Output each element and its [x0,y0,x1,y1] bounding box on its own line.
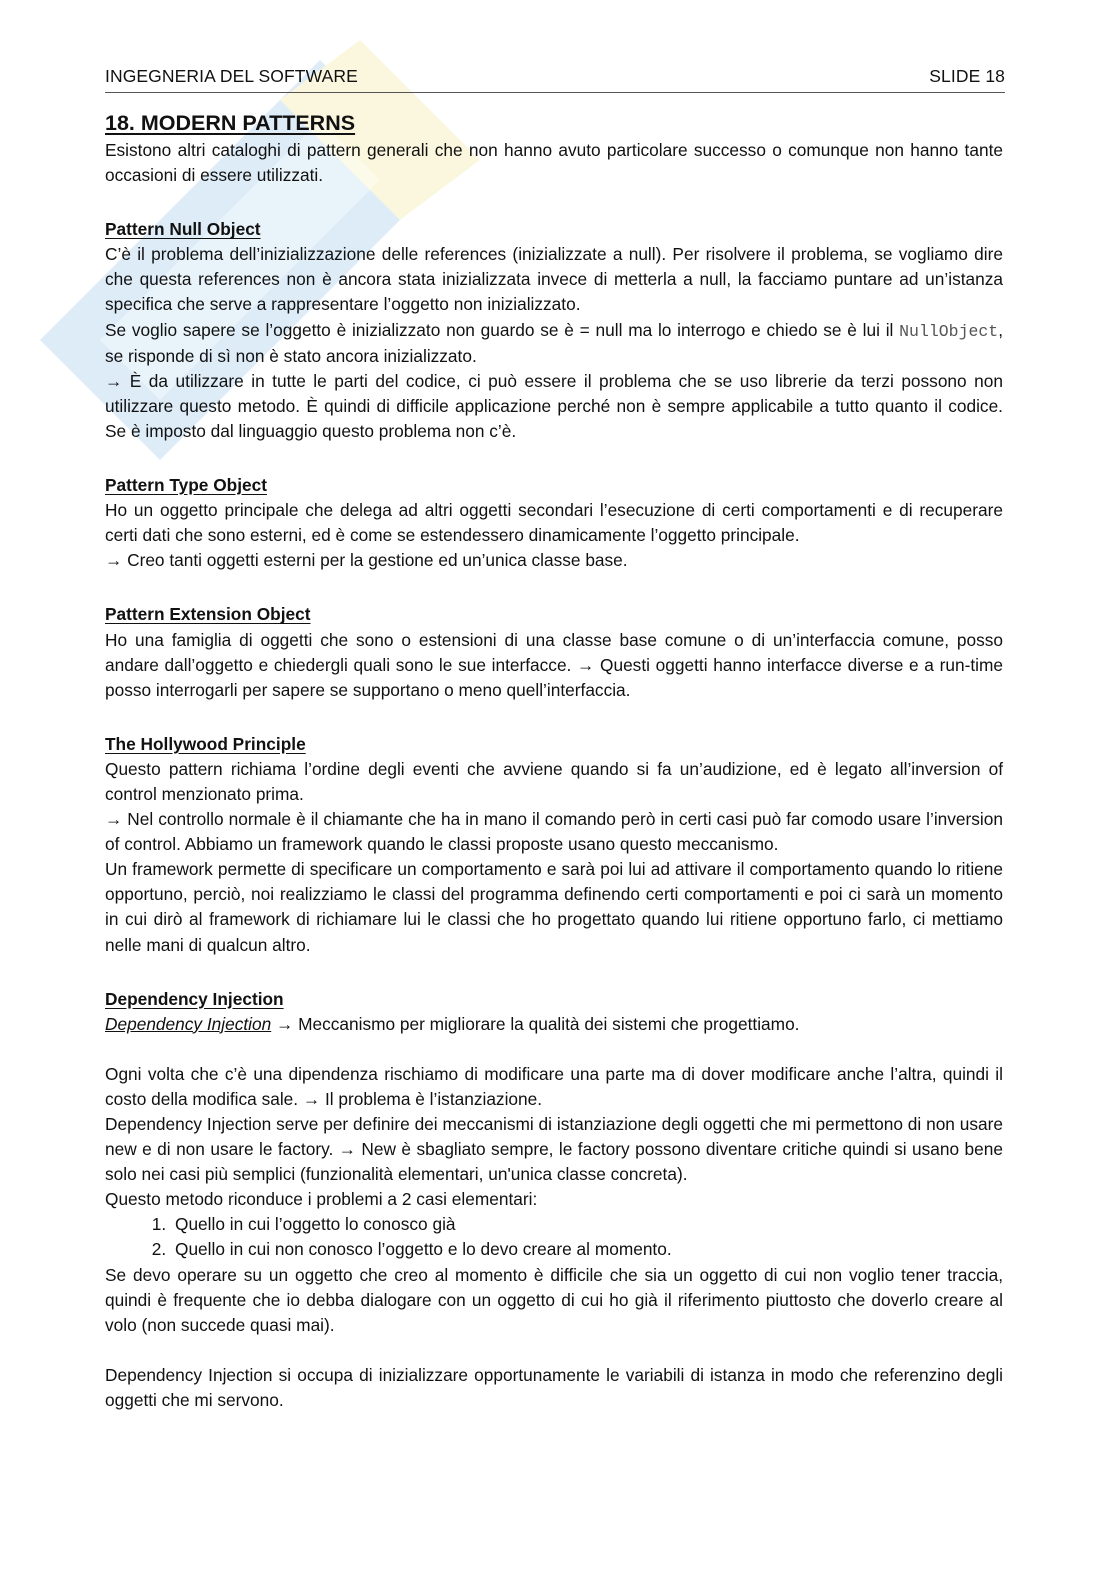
dependency-paragraph-2: Dependency Injection serve per definire dei meccanismi di istanziazione degli oggetti che mi permettono di non usare new e di non usare le factory. → New è sbagliato sempre, le factory possono diventare critiche quindi si usano bene solo nei casi più semplici (funzionalità elementari, un'unica classe concreta). [105,1114,1003,1185]
heading-dependency-injection: Dependency Injection [105,988,284,1009]
dependency-paragraph-1: Ogni volta che c’è una dipendenza rischiamo di modificare una parte ma di dover modificare anche l’altra, quindi il costo della modifica sale. → Il problema è l’istanziazione. [105,1063,1003,1109]
document-body [105,108,1003,1413]
extension-object-paragraph-1: Ho una famiglia di oggetti che sono o estensioni di una classe base comune o di un’interfaccia comune, posso andare dall’oggetto e chiedergli quali sono le sue interfacce. → Questi oggetti hanno interfacce diverse e a run-time posso interrogarli per sapere se supportano o meno quell’interfaccia. [105,629,1003,700]
dependency-definition: Dependency Injection → Meccanismo per migliorare la qualità dei sistemi che progettiamo. [105,1013,800,1034]
header-slide-number: SLIDE 18 [929,66,1005,86]
hollywood-paragraph-2: → Nel controllo normale è il chiamante che ha in mano il comando però in certi casi può far comodo usare l’inversion of control. Abbiamo un framework quando le classi proposte usano questo meccanismo. [105,809,1003,855]
type-object-paragraph-1: Ho un oggetto principale che delega ad altri oggetti secondari l’esecuzione di certi comportamenti e di recuperare certi dati che sono esterni, ed è come se estendessero dinamicamente l’oggetto principale. [105,500,1003,546]
type-object-paragraph-2: → Creo tanti oggetti esterni per la gestione ed un’unica classe base. [105,550,628,571]
dependency-term: Dependency Injection [105,1013,272,1034]
heading-type-object: Pattern Type Object [105,475,267,496]
header-course-title: INGEGNERIA DEL SOFTWARE [105,66,358,86]
code-null-object: NullObject [899,321,999,341]
intro-paragraph: Esistono altri cataloghi di pattern generali che non hanno avuto particolare successo o comunque non hanno tante occasioni di essere utilizzati. [105,140,1003,186]
list-item: 2. Quello in cui non conosco l’oggetto e lo devo creare al momento. [171,1237,1003,1262]
heading-hollywood-principle: The Hollywood Principle [105,733,306,754]
page-header [105,66,1005,93]
null-object-paragraph-1: C’è il problema dell’inizializzazione delle references (inizializzate a null). Per risolvere il problema, se vogliamo dire che questa references non è ancora stata inizializzata invece di metterla a null, la facciamo puntare ad un’istanza specifica che serve a rappresentare l’oggetto non inizializzato. [105,244,1003,315]
hollywood-paragraph-1: Questo pattern richiama l’ordine degli eventi che avviene quando si fa un’audizione, ed è legato all’inversion of control menzionato prima. [105,758,1003,804]
hollywood-paragraph-3: Un framework permette di specificare un comportamento e sarà poi lui ad attivare il comportamento quando lo ritiene opportuno, perciò, noi realizziamo le classi del programma definendo certi comportamenti e poi ci sarà un momento in cui dirò al framework di richiamare lui le classi che ho progettato quando lui ritiene opportuno farlo, ci mettiamo nelle mani di qualcun altro. [105,859,1003,955]
list-item: 1. Quello in cui l’oggetto lo conosco già [171,1212,1003,1237]
dependency-cases-list [105,1212,1003,1262]
dependency-paragraph-3: Questo metodo riconduce i problemi a 2 casi elementari: [105,1189,538,1210]
dependency-paragraph-5: Dependency Injection si occupa di inizializzare opportunamente le variabili di istanza in modo che referenzino degli oggetti che mi servono. [105,1364,1003,1410]
null-object-paragraph-2: Se voglio sapere se l’oggetto è inizializzato non guardo se è = null ma lo interrogo e chiedo se è lui il NullObject, se risponde di sì non è stato ancora inizializzato. [105,319,1003,366]
heading-null-object: Pattern Null Object [105,219,261,240]
null-object-paragraph-3: → È da utilizzare in tutte le parti del codice, ci può essere il problema che se uso librerie da terzi possono non utilizzare questo metodo. È quindi di difficile applicazione perché non è sempre applicabile a tutto quanto il codice. Se è imposto dal linguaggio questo problema non c’è. [105,370,1003,441]
heading-extension-object: Pattern Extension Object [105,604,311,625]
dependency-paragraph-4: Se devo operare su un oggetto che creo al momento è difficile che sia un oggetto di cui non voglio tener traccia, quindi è frequente che io debba dialogare con un oggetto di cui ho già il riferimento piuttosto che doverlo creare al volo (non succede quasi mai). [105,1264,1003,1335]
section-title: 18. MODERN PATTERNS [105,111,356,135]
